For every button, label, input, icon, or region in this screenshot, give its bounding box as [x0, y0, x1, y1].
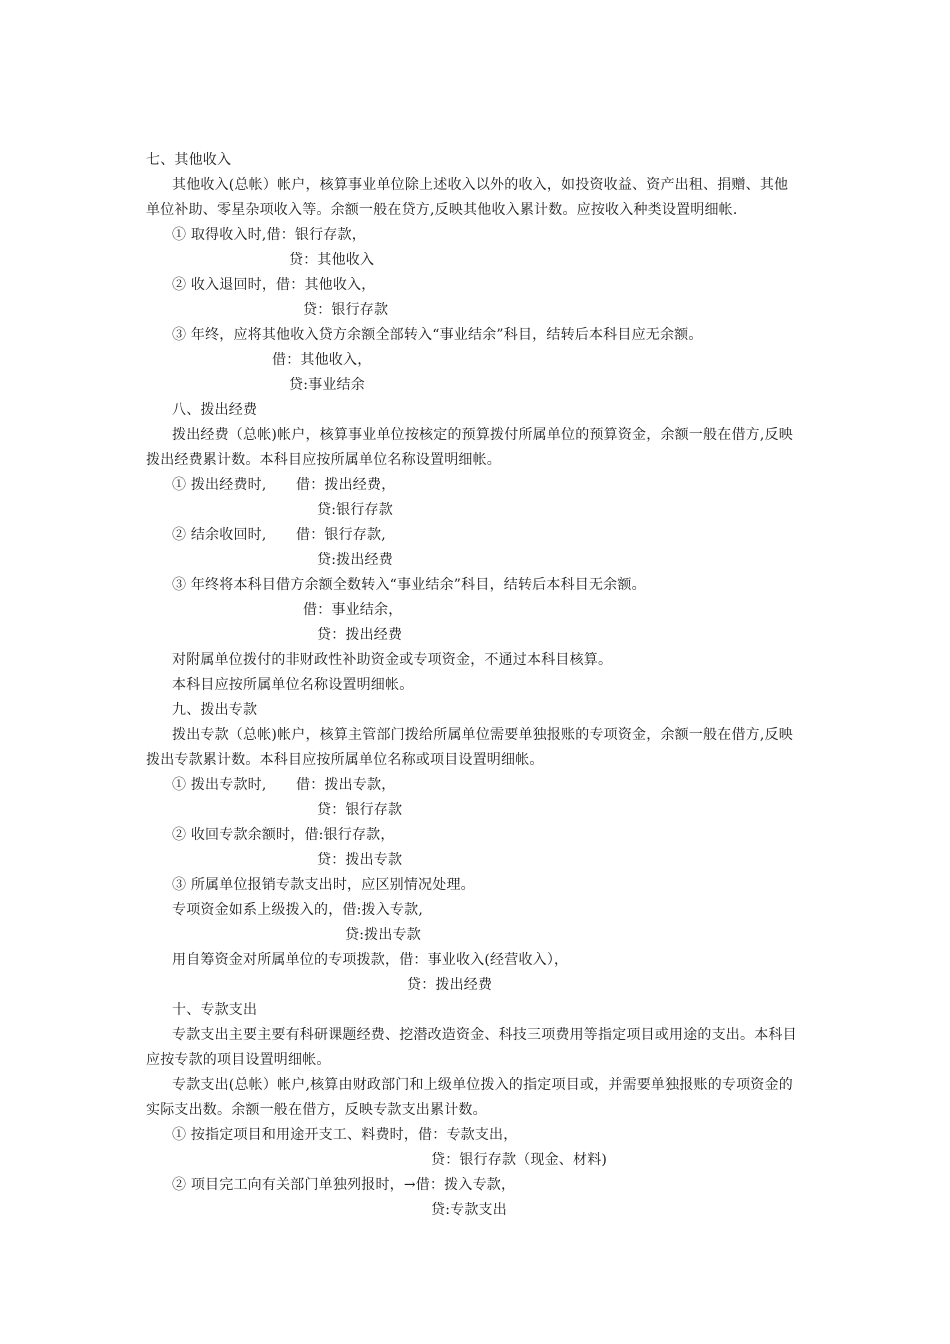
section-heading-other-income: 七、其他收入: [146, 152, 232, 168]
paragraph-line: 专款支出主要主要有科研课题经费、挖潜改造资金、科技三项费用等指定项目或用途的支出。本科目: [172, 1027, 797, 1043]
note-line: 对附属单位拨付的非财政性补助资金或专项资金，不通过本科目核算。: [172, 652, 613, 668]
paragraph-line: 拨出经费累计数。本科目应按所属单位名称设置明细帐。: [146, 452, 501, 468]
entry-line: ① 取得收入时,借：银行存款，: [172, 227, 366, 243]
credit-line: 贷：银行存款（现金、材料): [431, 1152, 608, 1168]
entry-line: ② 收入退回时，借：其他收入，: [172, 277, 376, 293]
paragraph-line: 应按专款的项目设置明细帐。: [146, 1052, 331, 1068]
entry-line: ① 拨出经费时,: [172, 477, 267, 493]
entry-line: 用自筹资金对所属单位的专项拨款，借：事业收入(经营收入），: [172, 952, 569, 968]
paragraph-line: 实际支出数。余额一般在借方，反映专款支出累计数。: [146, 1102, 487, 1118]
credit-line: 贷：拨出专款: [317, 852, 403, 868]
section-heading-special-expenditure: 十、专款支出: [172, 1002, 258, 1018]
debit-line: 借：拨出专款，: [296, 777, 396, 793]
debit-line: 借：其他收入，: [272, 352, 372, 368]
entry-line: ③ 年终，应将其他收入贷方余额全部转入“事业结余”科目，结转后本科目应无余额。: [172, 327, 703, 343]
credit-line: 贷：银行存款: [303, 302, 389, 318]
credit-line: 贷：拨出经费: [407, 977, 493, 993]
credit-line: 贷：其他收入: [289, 252, 375, 268]
section-heading-appropriation: 八、拨出经费: [172, 402, 258, 418]
entry-line: ① 按指定项目和用途开支工、料费时，借：专款支出，: [172, 1127, 518, 1143]
entry-line: 专项资金如系上级拨入的，借:拨入专款,: [172, 902, 423, 918]
debit-line: 借：事业结余，: [303, 602, 403, 618]
entry-line: ② 项目完工向有关部门单独列报时，→借：拨入专款，: [172, 1177, 516, 1193]
paragraph-line: 专款支出(总帐）帐户,核算由财政部门和上级单位拨入的指定项目或，并需要单独报账的专项资金的: [172, 1077, 793, 1093]
entry-line: ① 拨出专款时,: [172, 777, 267, 793]
paragraph-line: 拨出专款（总帐)帐户，核算主管部门拨给所属单位需要单独报账的专项资金，余额一般在借方,反映: [172, 727, 793, 743]
paragraph-line: 拨出经费（总帐)帐户，核算事业单位按核定的预算拨付所属单位的预算资金，余额一般在借方,反映: [172, 427, 793, 443]
entry-line: ③ 年终将本科目借方余额全数转入“事业结余”科目，结转后本科目无余额。: [172, 577, 646, 593]
credit-line: 贷：拨出经费: [317, 627, 403, 643]
entry-line: ② 收回专款余额时，借:银行存款，: [172, 827, 395, 843]
credit-line: 贷:专款支出: [431, 1202, 507, 1218]
section-heading-special-appropriation: 九、拨出专款: [172, 702, 258, 718]
debit-line: 借：银行存款,: [296, 527, 386, 543]
credit-line: 贷：银行存款: [317, 802, 403, 818]
paragraph-line: 拨出专款累计数。本科目应按所属单位名称或项目设置明细帐。: [146, 752, 544, 768]
paragraph-line: 其他收入(总帐）帐户，核算事业单位除上述收入以外的收入，如投资收益、资产出租、捐赠、其他: [172, 177, 789, 193]
paragraph-line: 单位补助、零星杂项收入等。余额一般在贷方,反映其他收入累计数。应按收入种类设置明细帐.: [146, 202, 738, 218]
note-line: 本科目应按所属单位名称设置明细帐。: [172, 677, 414, 693]
entry-line: ③ 所属单位报销专款支出时，应区别情况处理。: [172, 877, 475, 893]
credit-line: 贷:银行存款: [317, 502, 393, 518]
credit-line: 贷:拨出经费: [317, 552, 393, 568]
credit-line: 贷:拨出专款: [345, 927, 421, 943]
credit-line: 贷:事业结余: [289, 377, 365, 393]
debit-line: 借：拨出经费，: [296, 477, 396, 493]
entry-line: ② 结余收回时,: [172, 527, 267, 543]
